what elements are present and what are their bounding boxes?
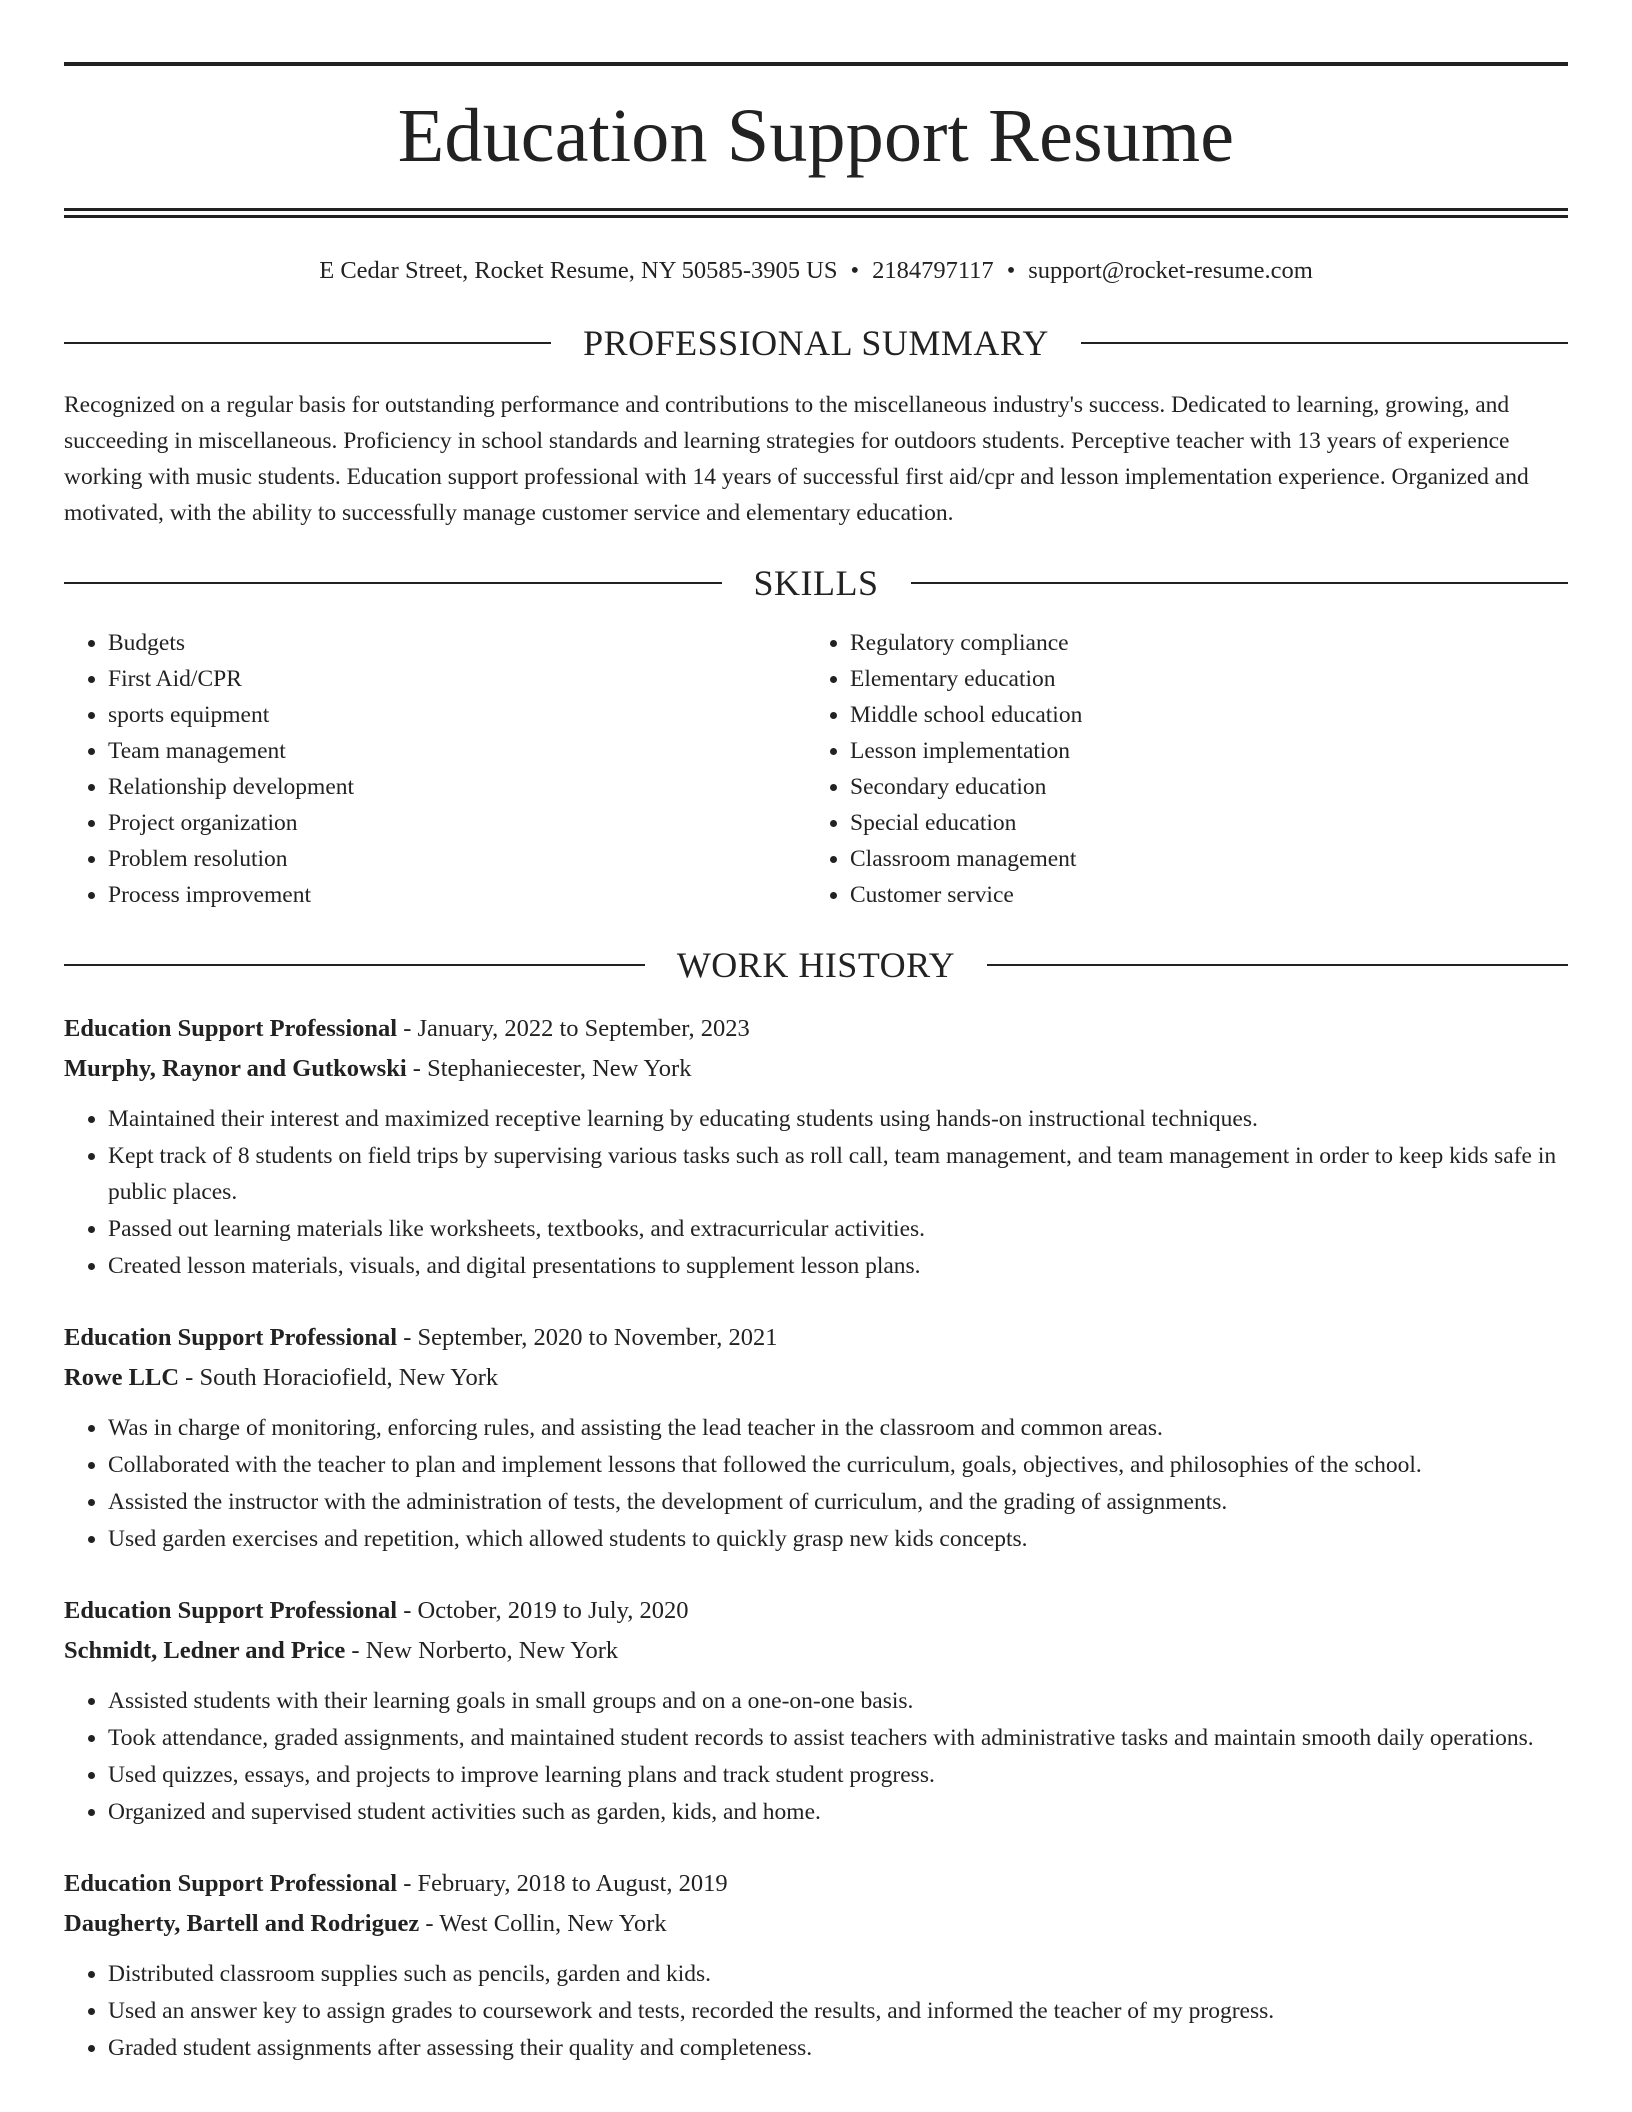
section-rule <box>64 342 551 344</box>
job-entry <box>64 1591 1568 1830</box>
summary-text: Recognized on a regular basis for outstanding performance and contributions to the miscellaneous industry's success. Dedicated to learning, growing, and succeeding in miscellaneous. Proficiency in school standards and learning strategies for outdoors students. Perceptive teacher with 13 years of experience working with music students. Education support professional with 14 years of successful first aid/cpr and lesson implementation experience. Organized and motivated, with the ability to successfully manage customer service and elementary education. <box>64 392 1529 527</box>
job-bullets <box>64 1956 1568 2066</box>
skill-item: • Special education <box>850 805 1548 841</box>
skills-column-right <box>806 625 1548 913</box>
skills-section-header <box>64 563 1568 604</box>
job-bullet: • Collaborated with the teacher to plan and implement lessons that followed the curriculum, goals, objectives, and philosophies of the school. <box>108 1447 1568 1483</box>
job-entry <box>64 1009 1568 1284</box>
job-bullet: • Took attendance, graded assignments, and maintained student records to assist teachers with administrative tasks and maintain smooth daily operations. <box>108 1720 1568 1756</box>
skill-item: • Classroom management <box>850 841 1548 877</box>
skill-item: • Customer service <box>850 877 1548 913</box>
job-bullet: • Used garden exercises and repetition, which allowed students to quickly grasp new kids concepts. <box>108 1521 1568 1557</box>
contact-separator: • <box>850 257 860 284</box>
job-location: New Norberto, New York <box>365 1637 619 1665</box>
job-bullet: • Was in charge of monitoring, enforcing rules, and assisting the lead teacher in the classroom and common areas. <box>108 1410 1568 1446</box>
section-rule <box>64 582 722 584</box>
skill-item: • Secondary education <box>850 769 1548 805</box>
job-title-line: Education Support Professional - February, 2018 to August, 2019 <box>64 1870 728 1898</box>
job-bullet: • Passed out learning materials like worksheets, textbooks, and extracurricular activities. <box>108 1211 1568 1247</box>
skill-item: • Problem resolution <box>108 841 806 877</box>
job-dates: January, 2022 to September, 2023 <box>417 1015 750 1043</box>
skill-item: • sports equipment <box>108 697 806 733</box>
job-company-line: Rowe LLC - South Horaciofield, New York <box>64 1364 499 1392</box>
skills-column-left <box>64 625 806 913</box>
job-bullet: • Used an answer key to assign grades to coursework and tests, recorded the results, and informed the teacher of my progress. <box>108 1993 1568 2029</box>
job-title: Education Support Professional <box>64 1015 398 1043</box>
skill-item: • Middle school education <box>850 697 1548 733</box>
skills-heading: SKILLS <box>753 563 879 604</box>
job-location: West Collin, New York <box>439 1910 667 1938</box>
job-bullets <box>64 1101 1568 1284</box>
contact-line <box>64 256 1568 285</box>
job-bullet: • Assisted students with their learning goals in small groups and on a one-on-one basis. <box>108 1683 1568 1719</box>
section-rule <box>64 964 645 966</box>
skill-item: • Process improvement <box>108 877 806 913</box>
job-entry <box>64 1864 1568 2066</box>
job-title: Education Support Professional <box>64 1324 398 1352</box>
job-title: Education Support Professional <box>64 1870 398 1898</box>
job-bullet: • Kept track of 8 students on field trips by supervising various tasks such as roll call, team management, and team management in order to keep kids safe in public places. <box>108 1138 1568 1210</box>
job-company-line: Murphy, Raynor and Gutkowski - Stephaniecester, New York <box>64 1055 692 1083</box>
job-bullet: • Graded student assignments after assessing their quality and completeness. <box>108 2030 1568 2066</box>
job-title-line: Education Support Professional - October, 2019 to July, 2020 <box>64 1597 689 1625</box>
job-bullet: • Created lesson materials, visuals, and digital presentations to supplement lesson plans. <box>108 1248 1568 1284</box>
contact-email: support@rocket-resume.com <box>1028 257 1313 284</box>
contact-separator: • <box>1006 257 1016 284</box>
skill-item: • Budgets <box>108 625 806 661</box>
job-bullet: • Organized and supervised student activities such as garden, kids, and home. <box>108 1794 1568 1830</box>
job-bullets <box>64 1683 1568 1830</box>
skill-item: • Team management <box>108 733 806 769</box>
job-title-line: Education Support Professional - January, 2022 to September, 2023 <box>64 1015 750 1043</box>
job-bullet: • Assisted the instructor with the administration of tests, the development of curriculum, and the grading of assignments. <box>108 1484 1568 1520</box>
resume-title: Education Support Resume <box>397 94 1235 178</box>
skill-item: • Relationship development <box>108 769 806 805</box>
job-bullets <box>64 1410 1568 1557</box>
section-rule <box>911 582 1569 584</box>
job-dates: September, 2020 to November, 2021 <box>417 1324 778 1352</box>
contact-phone: 2184797117 <box>872 257 994 284</box>
summary-section-header <box>64 323 1568 364</box>
job-bullet: • Maintained their interest and maximized receptive learning by educating students using hands-on instructional techniques. <box>108 1101 1568 1137</box>
title-double-rule <box>64 208 1568 218</box>
skill-item: • Lesson implementation <box>850 733 1548 769</box>
job-company-line: Daugherty, Bartell and Rodriguez - West Collin, New York <box>64 1910 667 1938</box>
top-rule <box>64 62 1568 66</box>
job-company: Murphy, Raynor and Gutkowski <box>64 1055 407 1083</box>
job-company: Daugherty, Bartell and Rodriguez <box>64 1910 420 1938</box>
job-location: Stephaniecester, New York <box>427 1055 692 1083</box>
contact-address: E Cedar Street, Rocket Resume, NY 50585-3905 US <box>319 257 838 284</box>
job-company: Schmidt, Ledner and Price <box>64 1637 346 1665</box>
skill-item: • First Aid/CPR <box>108 661 806 697</box>
section-rule <box>1081 342 1568 344</box>
job-location: South Horaciofield, New York <box>199 1364 499 1392</box>
section-rule <box>987 964 1568 966</box>
work-section-header <box>64 945 1568 986</box>
skill-item: • Regulatory compliance <box>850 625 1548 661</box>
skill-item: • Project organization <box>108 805 806 841</box>
job-bullet: • Used quizzes, essays, and projects to improve learning plans and track student progress. <box>108 1757 1568 1793</box>
job-title-line: Education Support Professional - September, 2020 to November, 2021 <box>64 1324 778 1352</box>
job-entry <box>64 1318 1568 1557</box>
job-dates: February, 2018 to August, 2019 <box>417 1870 728 1898</box>
job-bullet: • Distributed classroom supplies such as pencils, garden and kids. <box>108 1956 1568 1992</box>
work-heading: WORK HISTORY <box>676 945 956 986</box>
job-dates: October, 2019 to July, 2020 <box>417 1597 689 1625</box>
job-company: Rowe LLC <box>64 1364 180 1392</box>
skills-list <box>64 625 1568 913</box>
job-company-line: Schmidt, Ledner and Price - New Norberto, New York <box>64 1637 619 1665</box>
summary-heading: PROFESSIONAL SUMMARY <box>583 323 1049 364</box>
job-title: Education Support Professional <box>64 1597 398 1625</box>
skill-item: • Elementary education <box>850 661 1548 697</box>
